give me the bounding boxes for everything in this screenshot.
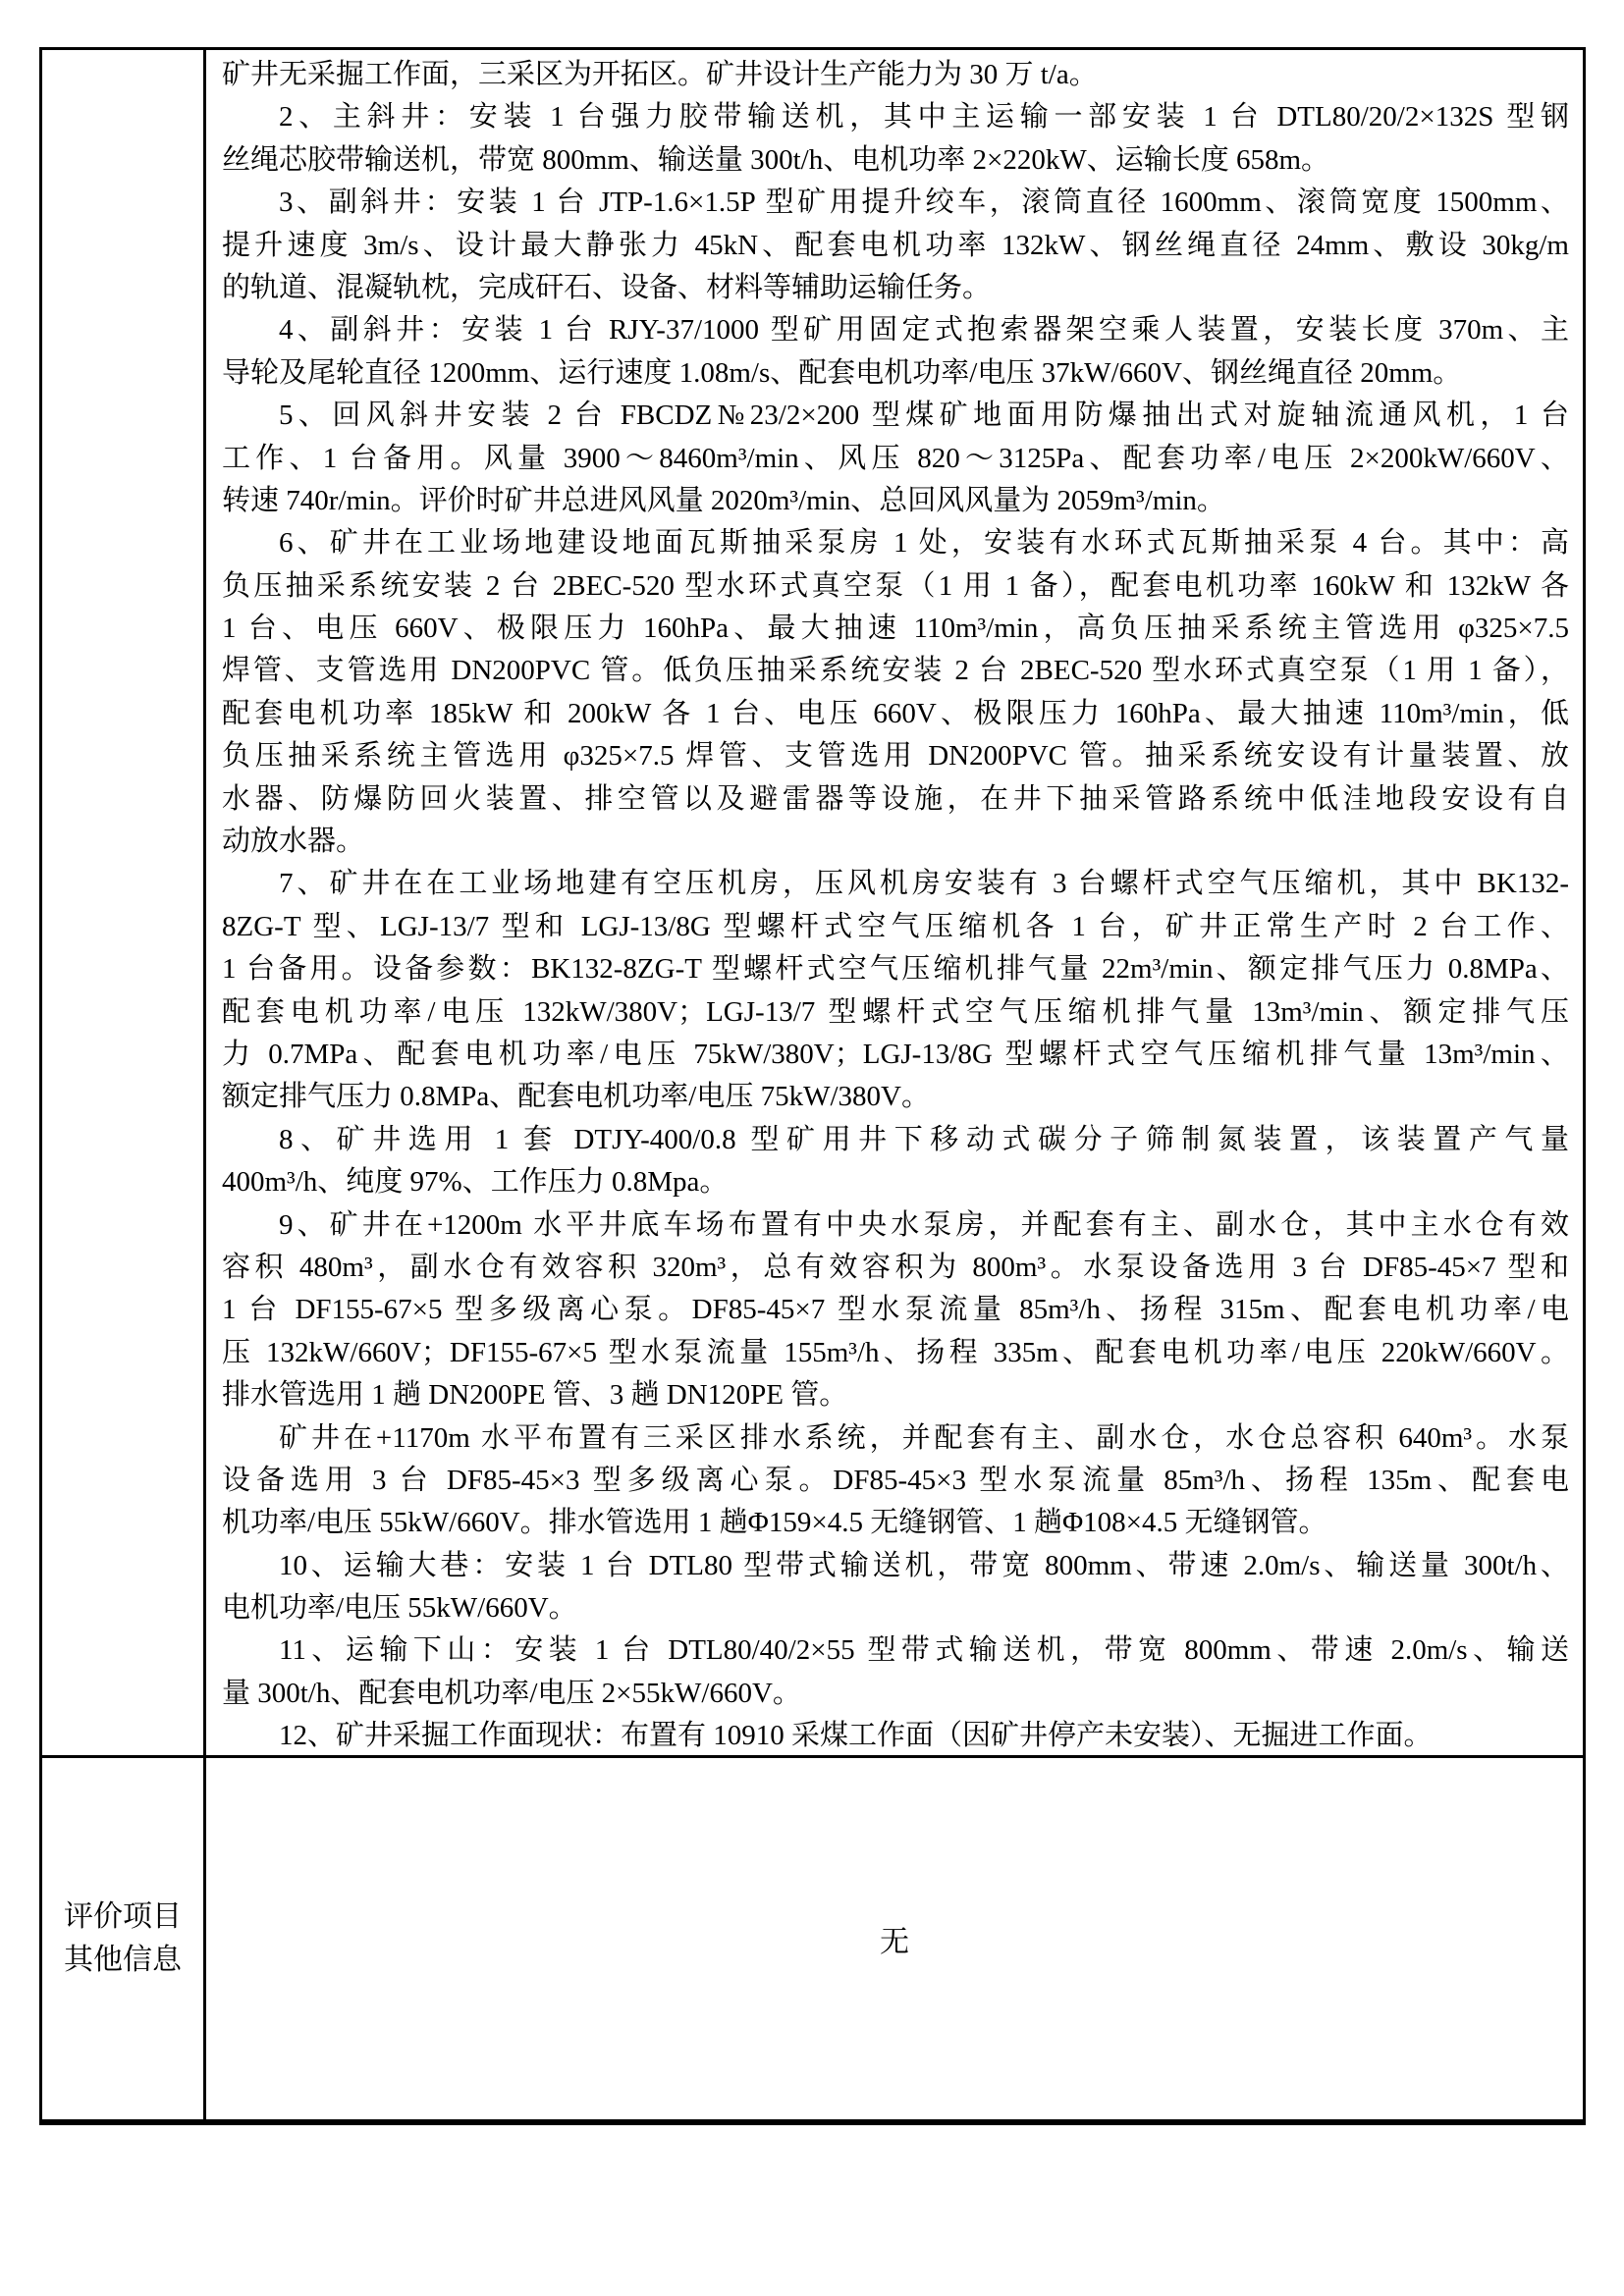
text-line: 量 300t/h、配套电机功率/电压 2×55kW/660V。 [222, 1677, 801, 1709]
text-line: 5、回风斜井安装 2 台 FBCDZ№23/2×200 型煤矿地面用防爆抽出式对旋轴流通风机，1 台 [279, 400, 1569, 432]
text-line: 转速 740r/min。评价时矿井总进风风量 2020m³/min、总回风风量为 2059m³/min。 [222, 484, 1225, 516]
text-line: 6、矿井在工业场地建设地面瓦斯抽采泵房 1 处，安装有水环式瓦斯抽采泵 4 台。其中：高 [279, 527, 1569, 560]
text-line: 7、矿井在在工业场地建有空压机房，压风机房安装有 3 台螺杆式空气压缩机，其中 BK132- [279, 868, 1569, 900]
text-line: 4、副斜井：安装 1 台 RJY-37/1000 型矿用固定式抱索器架空乘人装置，安装长度 370m、主 [279, 314, 1569, 347]
text-line: 排水管选用 1 趟 DN200PE 管、3 趟 DN120PE 管。 [222, 1379, 848, 1412]
text-line: 额定排气压力 0.8MPa、配套电机功率/电压 75kW/380V。 [222, 1081, 930, 1113]
table-row-other-info [42, 1755, 1583, 2119]
text-line: 矿井在+1170m 水平布置有三采区排水系统，并配套有主、副水仓，水仓总容积 640m³。水泵 [279, 1421, 1569, 1454]
text-line: 负压抽采系统安装 2 台 2BEC-520 型水环式真空泵（1 用 1 备），配套电机功率 160kW 和 132kW 各 [222, 569, 1569, 602]
table-row-equipment [42, 50, 1583, 1755]
text-line: 配套电机功率 185kW 和 200kW 各 1 台、电压 660V、极限压力 160hPa、最大抽速 110m³/min，低 [222, 697, 1569, 729]
text-line: 10、运输大巷：安装 1 台 DTL80 型带式输送机，带宽 800mm、带速 2.0m/s、输送量 300t/h、 [279, 1549, 1569, 1581]
text-line: 8ZG-T 型、LGJ-13/7 型和 LGJ-13/8G 型螺杆式空气压缩机各 1 台，矿井正常生产时 2 台工作、 [222, 910, 1569, 942]
text-line: 的轨道、混凝轨枕，完成矸石、设备、材料等辅助运输任务。 [222, 271, 992, 303]
text-line: 水器、防爆防回火装置、排空管以及避雷器等设施，在井下抽采管路系统中低洼地段安设有自 [222, 782, 1569, 815]
text-line: 12、矿井采掘工作面现状：布置有 10910 采煤工作面（因矿井停产未安装）、无掘进工作面。 [279, 1720, 1433, 1752]
text-line: 8、矿井选用 1 套 DTJY-400/0.8 型矿用井下移动式碳分子筛制氮装置，该装置产气量 [279, 1123, 1569, 1155]
text-line: 2、主斜井：安装 1 台强力胶带输送机，其中主运输一部安装 1 台 DTL80/20/2×132S 型钢 [279, 101, 1569, 133]
text-line: 11、运输下山：安装 1 台 DTL80/40/2×55 型带式输送机，带宽 800mm、带速 2.0m/s、输送 [279, 1634, 1569, 1667]
other-info-value: 无 [880, 1926, 909, 1958]
info-table [39, 47, 1586, 2125]
row-main-label-cell [42, 50, 206, 1755]
row-other-label-line2: 其他信息 [64, 1944, 182, 1976]
other-info-value-cell [206, 1758, 1583, 2119]
text-line: 机功率/电压 55kW/660V。排水管选用 1 趟Φ159×4.5 无缝钢管、1 趟Φ108×4.5 无缝钢管。 [222, 1507, 1327, 1539]
text-line: 压 132kW/660V；DF155-67×5 型水泵流量 155m³/h、扬程 335m、配套电机功率/电压 220kW/660V。 [222, 1336, 1569, 1368]
text-line: 工作、1 台备用。风量 3900～8460m³/min、风压 820～3125Pa、配套功率/电压 2×200kW/660V、 [222, 442, 1569, 474]
text-line: 负压抽采系统主管选用 φ325×7.5 焊管、支管选用 DN200PVC 管。抽采系统安设有计量装置、放 [222, 740, 1569, 773]
text-line: 动放水器。 [222, 826, 365, 858]
text-line: 9、矿井在+1200m 水平井底车场布置有中央水泵房，并配套有主、副水仓，其中主水仓有效 [279, 1208, 1569, 1241]
text-line: 1 台 DF155-67×5 型多级离心泵。DF85-45×7 型水泵流量 85m³/h、扬程 315m、配套电机功率/电 [222, 1294, 1569, 1326]
row-other-label-line1: 评价项目 [64, 1900, 182, 1933]
equipment-info-cell [206, 50, 1583, 1755]
text-line: 力 0.7MPa、配套电机功率/电压 75kW/380V；LGJ-13/8G 型螺杆式空气压缩机排气量 13m³/min、 [222, 1038, 1569, 1070]
text-line: 焊管、支管选用 DN200PVC 管。低负压抽采系统安装 2 台 2BEC-520 型水环式真空泵（1 用 1 备）， [222, 655, 1569, 687]
text-line: 1 台、电压 660V、极限压力 160hPa、最大抽速 110m³/min，高负压抽采系统主管选用 φ325×7.5 [222, 613, 1569, 645]
text-line: 容积 480m³，副水仓有效容积 320m³，总有效容积为 800m³。水泵设备选用 3 台 DF85-45×7 型和 [222, 1251, 1569, 1283]
text-line: 1 台备用。设备参数：BK132-8ZG-T 型螺杆式空气压缩机排气量 22m³/min、额定排气压力 0.8MPa、 [222, 953, 1569, 986]
text-line: 400m³/h、纯度 97%、工作压力 0.8Mpa。 [222, 1166, 729, 1199]
text-line: 丝绳芯胶带输送机，带宽 800mm、输送量 300t/h、电机功率 2×220kW、运输长度 658m。 [222, 143, 1330, 176]
text-line: 导轮及尾轮直径 1200mm、运行速度 1.08m/s、配套电机功率/电压 37kW/660V、钢丝绳直径 20mm。 [222, 356, 1462, 389]
text-line: 配套电机功率/电压 132kW/380V；LGJ-13/7 型螺杆式空气压缩机排气量 13m³/min、额定排气压 [222, 995, 1569, 1028]
text-line: 矿井无采掘工作面，三采区为开拓区。矿井设计生产能力为 30 万 t/a。 [222, 59, 1098, 90]
text-line: 电机功率/电压 55kW/660V。 [222, 1592, 577, 1625]
text-line: 提升速度 3m/s、设计最大静张力 45kN、配套电机功率 132kW、钢丝绳直径 24mm、敷设 30kg/m [222, 229, 1569, 261]
text-line: 设备选用 3 台 DF85-45×3 型多级离心泵。DF85-45×3 型水泵流量 85m³/h、扬程 135m、配套电 [222, 1464, 1569, 1496]
row-other-label-cell [42, 1758, 206, 2119]
text-line: 3、副斜井：安装 1 台 JTP-1.6×1.5P 型矿用提升绞车，滚筒直径 1600mm、滚筒宽度 1500mm、 [279, 187, 1569, 219]
